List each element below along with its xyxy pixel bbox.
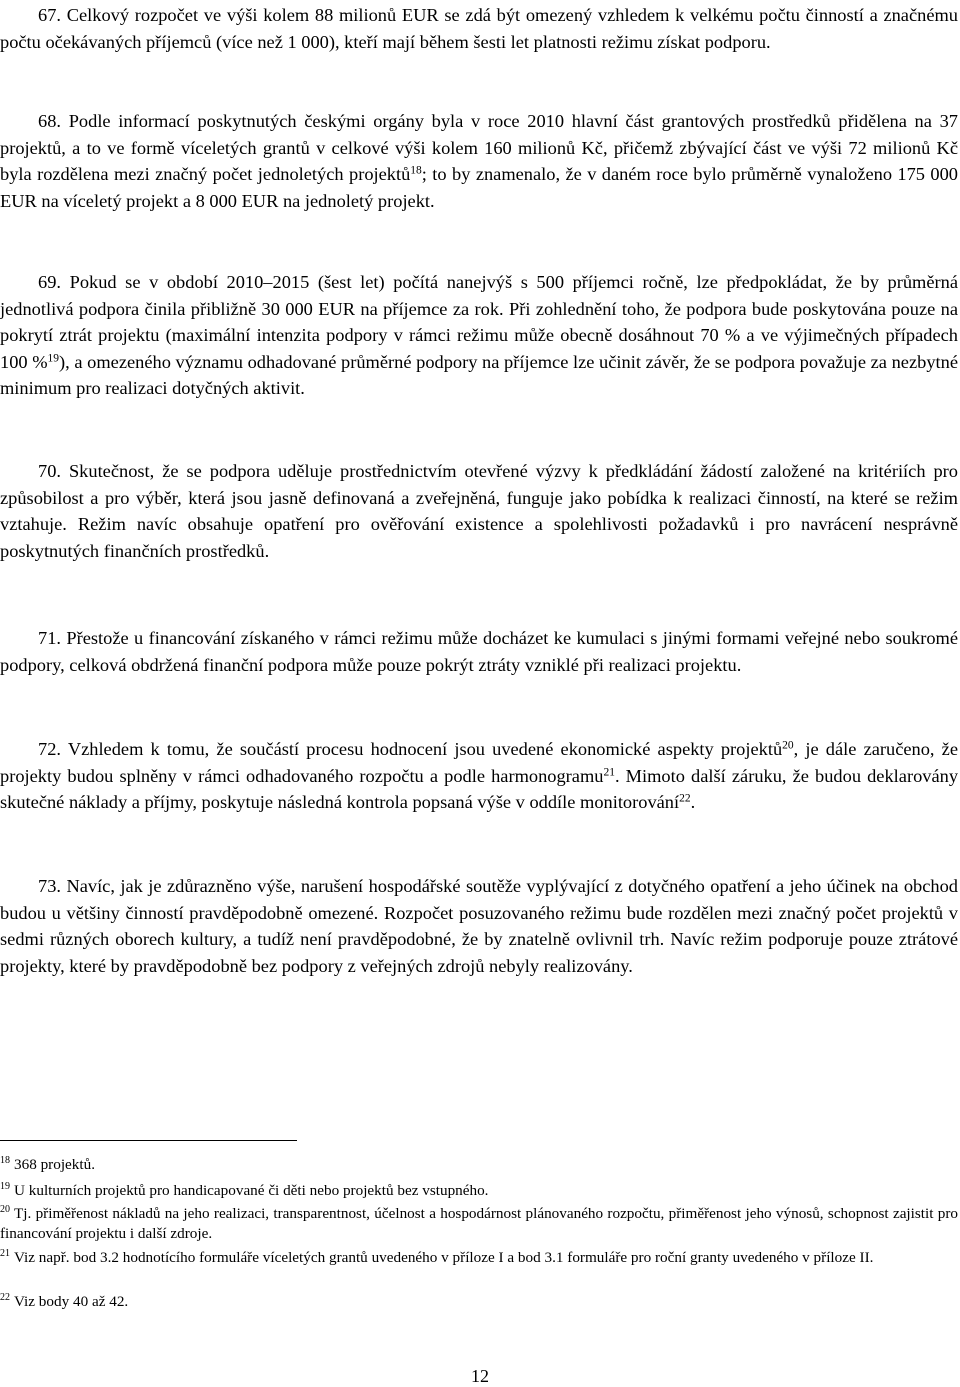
footnote-ref-22[interactable]: 22 [679, 792, 691, 805]
paragraph-number: 71. [38, 628, 61, 648]
footnote-mark: 21 [0, 1248, 10, 1259]
footnote-ref-20[interactable]: 20 [782, 739, 794, 752]
paragraph-text-cont-2: . Mimoto další záruku, že budou deklarovány skutečné náklady a příjmy, poskytuje následná kontrola popsaná výše v oddíle monitorování [0, 765, 959, 813]
paragraph-68 [0, 108, 958, 214]
paragraph-number: 68. [38, 111, 61, 131]
paragraph-text-cont: , je dále zaručeno, že projekty budou splněny v rámci odhadovaného rozpočtu a podle harmonogramu [0, 739, 958, 786]
footnote-text: U kulturních projektů pro handicapované či děti nebo projektů bez vstupného. [14, 1182, 489, 1199]
footnote-22 [0, 1292, 958, 1312]
paragraph-text: Vzhledem k tomu, že součástí procesu hodnocení jsou uvedené ekonomické aspekty projektů [67, 739, 783, 759]
paragraph-70 [0, 458, 958, 564]
footnote-text: Tj. přiměřenost nákladů na jeho realizaci, transparentnost, účelnost a hospodárnost plánovaného rozpočtu, přiměřenost jeho výnosů, schopnost zajistit pro financování projektu i další zdroje. [0, 1205, 958, 1242]
footnote-19 [0, 1181, 958, 1201]
footnote-ref-18[interactable]: 18 [410, 164, 422, 177]
paragraph-69 [0, 269, 958, 402]
footnote-mark: 20 [0, 1204, 10, 1215]
footnote-separator [0, 1140, 297, 1141]
footnote-text: Viz body 40 až 42. [14, 1293, 129, 1310]
paragraph-number: 73. [38, 876, 61, 896]
paragraph-number: 67. [38, 5, 61, 25]
page-number: 12 [471, 1366, 489, 1386]
paragraph-72 [0, 736, 958, 816]
paragraph-number: 70. [38, 461, 61, 481]
paragraph-number: 69. [38, 272, 61, 292]
footnote-mark: 19 [0, 1181, 10, 1192]
paragraph-67 [0, 2, 958, 55]
paragraph-text: Podle informací poskytnutých českými orgány byla v roce 2010 hlavní část grantových prostředků přidělena na 37 projektů, a to ve formě víceletých grantů v celkové výši kolem 160 milionů Kč, přičemž zbývající část ve výši 72 milionů Kč byla rozdělena mezi značný počet jednoletých projektů [0, 111, 958, 185]
footnote-ref-19[interactable]: 19 [47, 352, 60, 365]
paragraph-text-cont: ), a omezeného významu odhadované průměrné podpory na příjemce lze učinit závěr, že se podpora považuje za nezbytné minimum pro realizaci dotyčných aktivit. [0, 351, 958, 399]
paragraph-text-end: . [690, 792, 696, 813]
footnote-text: 368 projektů. [14, 1156, 95, 1173]
paragraph-text: Skutečnost, že se podpora uděluje prostřednictvím otevřené výzvy k předkládání žádostí založené na kritériích pro způsobilost a pro výběr, která jsou jasně definovaná a zveřejněná, funguje jako pobídka k realizaci činností, na které se režim vztahuje. Režim navíc obsahuje opatření pro ověřování existence a spolehlivosti požadavků i pro navrácení nesprávně poskytnutých finančních prostředků. [0, 461, 958, 561]
paragraph-text: Přestože u financování získaného v rámci režimu může docházet ke kumulaci s jinými formami veřejné nebo soukromé podpory, celková obdržená finanční podpora může pouze pokrýt ztráty vzniklé při realizaci projektu. [0, 628, 958, 675]
paragraph-number: 72. [38, 739, 61, 759]
footnote-text: Viz např. bod 3.2 hodnotícího formuláře víceletých grantů uvedeného v příloze I a bod 3.1 formuláře pro roční granty uvedeného v příloze II. [14, 1249, 874, 1266]
footnote-ref-21[interactable]: 21 [603, 766, 615, 779]
footnote-mark: 18 [0, 1155, 10, 1166]
footnote-20 [0, 1204, 958, 1243]
paragraph-71 [0, 625, 958, 678]
footnote-21 [0, 1248, 958, 1268]
paragraph-text: Navíc, jak je zdůrazněno výše, narušení hospodářské soutěže vyplývající z dotyčného opatření a jeho účinek na obchod budou u většiny činností pravděpodobně omezené. Rozpočet posuzovaného režimu bude rozdělen mezi značný počet projektů v sedmi různých oborech kultury, a tudíž není pravděpodobné, že by znatelně ovlivnil trh. Navíc režim podporuje pouze ztrátové projekty, které by pravděpodobně bez podpory z veřejných zdrojů nebyly realizovány. [0, 876, 959, 976]
paragraph-text: Celkový rozpočet ve výši kolem 88 milionů EUR se zdá být omezený vzhledem k velkému počtu činností a značnému počtu očekávaných příjemců (více než 1 000), kteří mají během šesti let platnosti režimu získat podporu. [0, 5, 958, 52]
footnote-mark: 22 [0, 1292, 10, 1303]
paragraph-73 [0, 873, 958, 979]
paragraph-text-cont: ; to by znamenalo, že v daném roce bylo průměrně vynaloženo 175 000 EUR na víceletý projekt a 8 000 EUR na jednoletý projekt. [0, 164, 958, 211]
paragraph-text: Pokud se v období 2010–2015 (šest let) počítá nanejvýš s 500 příjemci ročně, lze předpokládat, že by průměrná jednotlivá podpora činila přibližně 30 000 EUR na příjemce za rok. Při zohlednění toho, že podpora bude poskytována pouze na pokrytí ztrát projektu (maximální intenzita podpory v rámci režimu může obecně dosáhnout 70 % a ve výjimečných případech 100 % [0, 272, 958, 372]
footnote-18 [0, 1155, 958, 1175]
